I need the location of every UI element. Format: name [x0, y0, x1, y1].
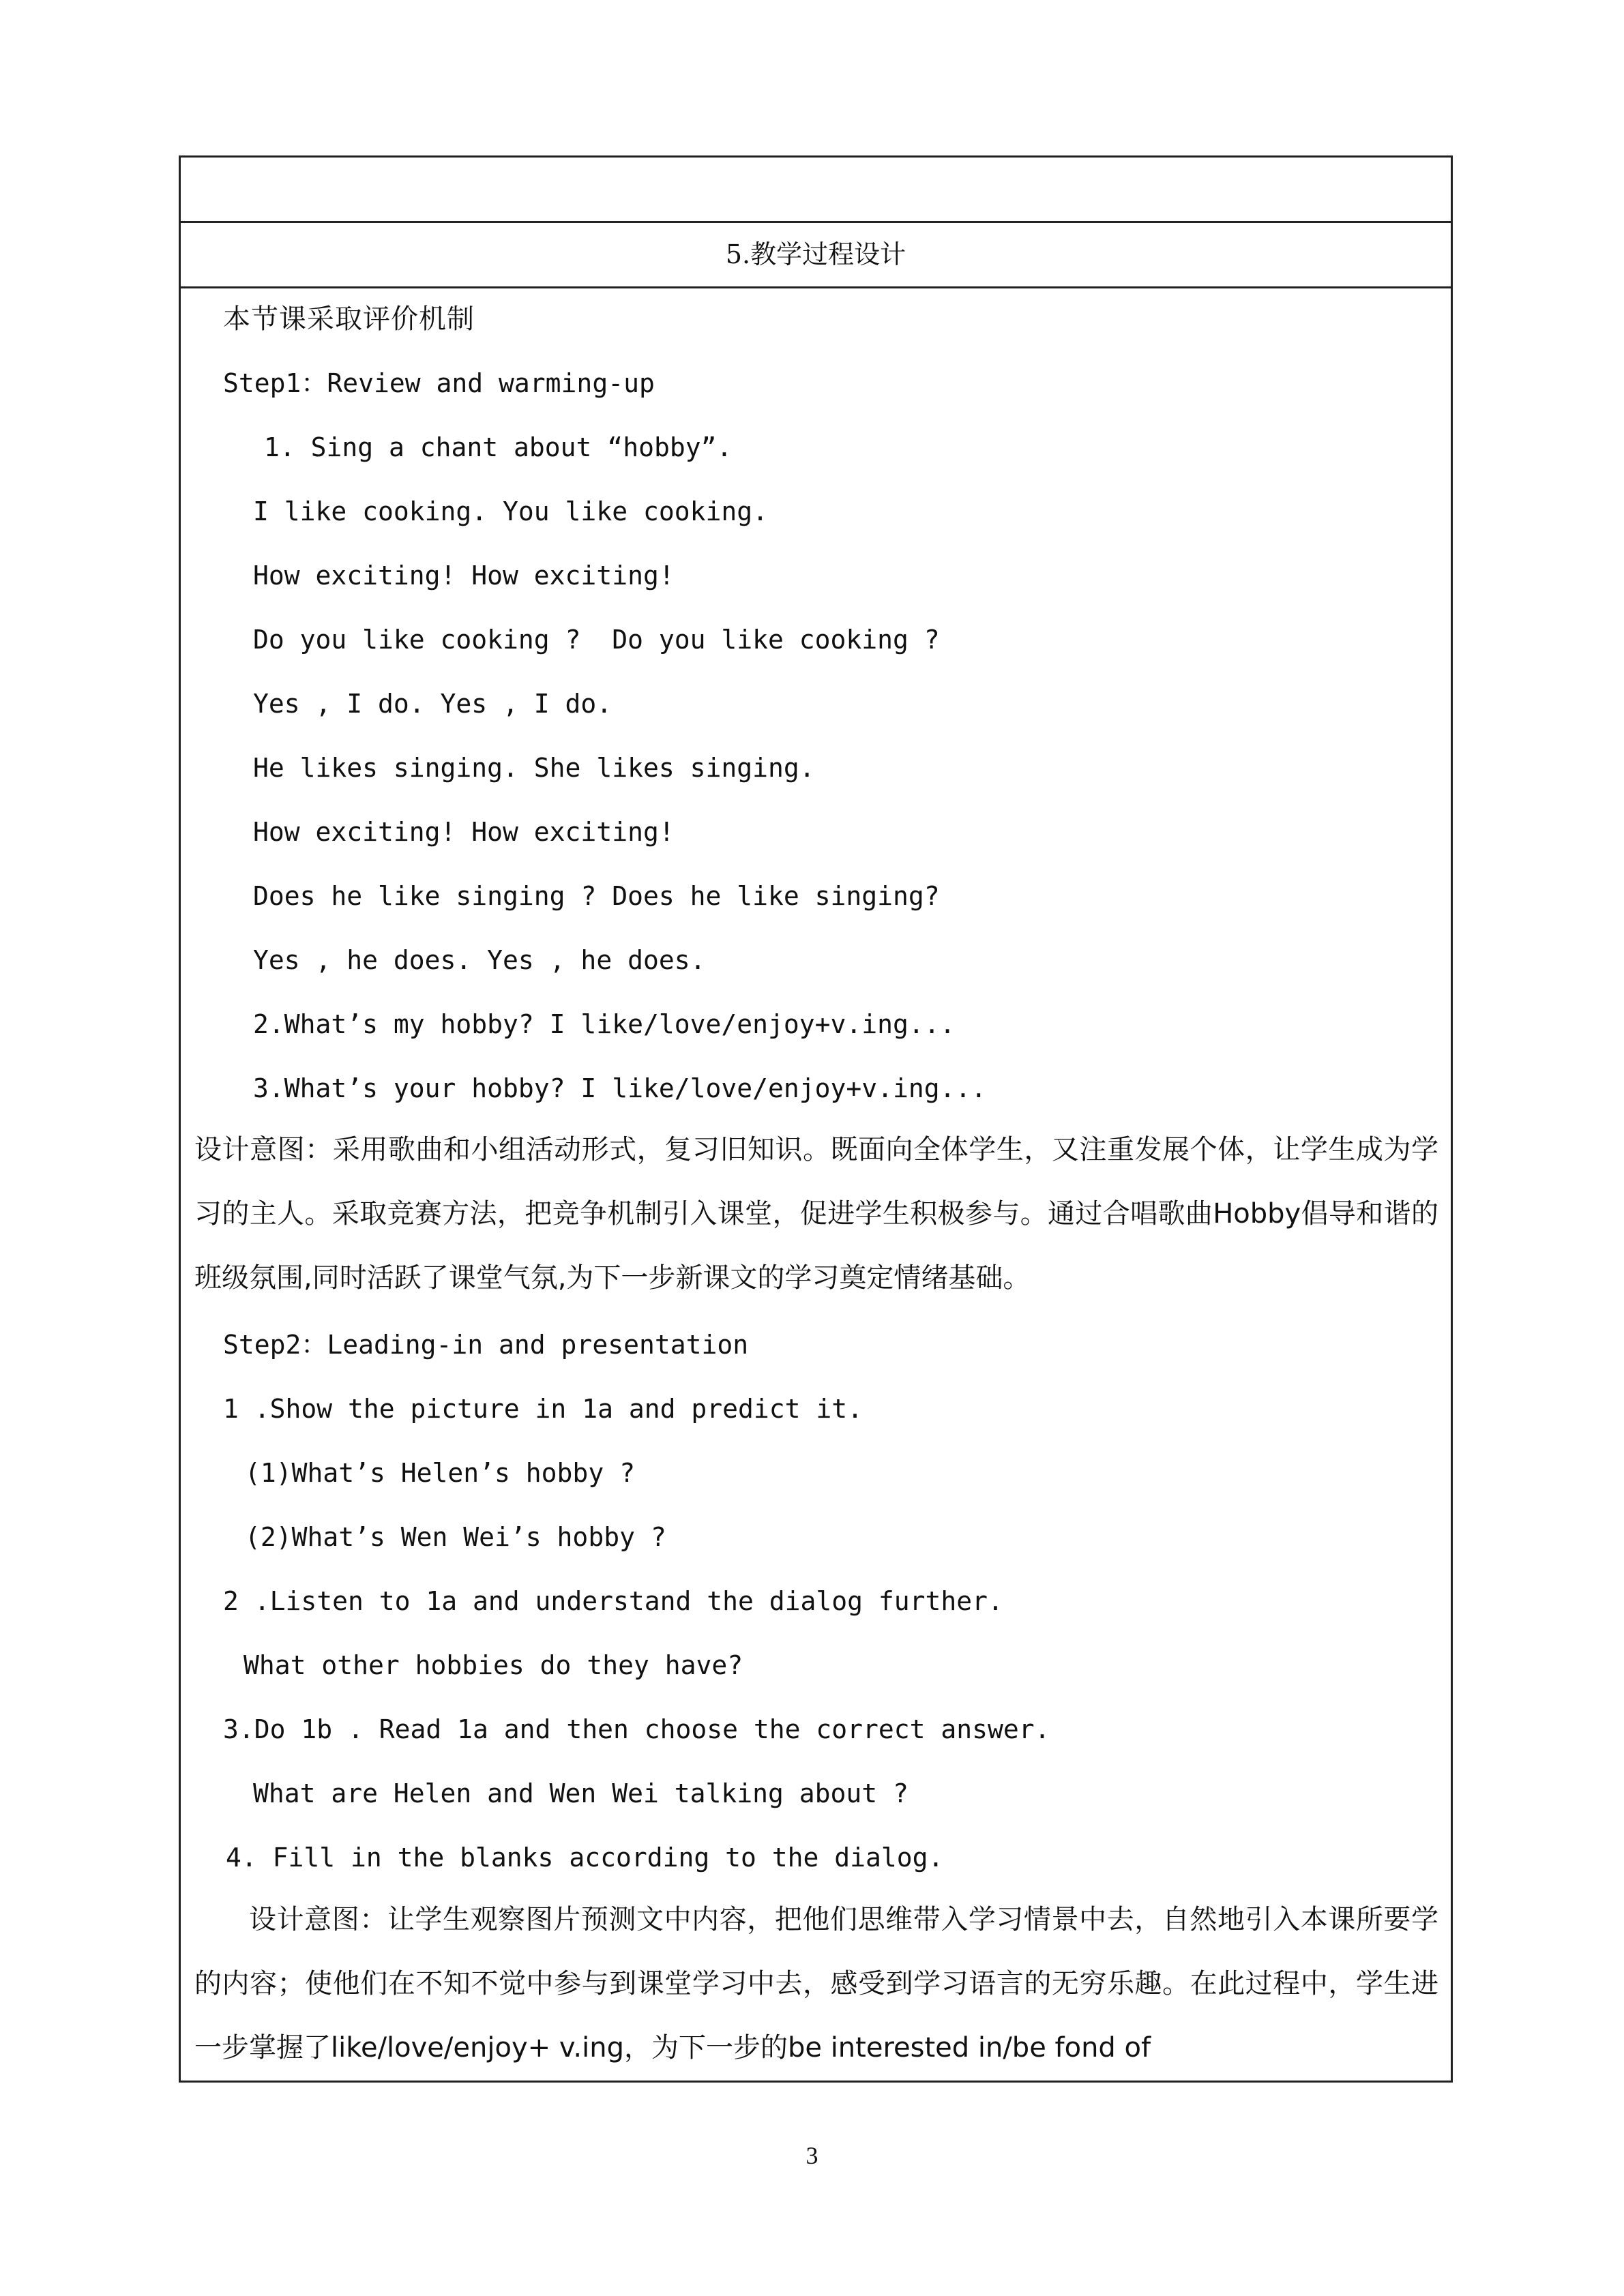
step2-subitem: What other hobbies do they have? [243, 1650, 743, 1680]
step2-subitem: What are Helen and Wen Wei talking about ? [253, 1778, 909, 1808]
chant-line: He likes singing. She likes singing. [253, 753, 815, 783]
design-intent-paragraph: 设计意图：采用歌曲和小组活动形式，复习旧知识。既面向全体学生，又注重发展个体，让学生成为学习的主人。采取竞赛方法，把竞争机制引入课堂，促进学生积极参与。通过合唱歌曲Hobby倡导和谐的班级氛围,同时活跃了课堂气氛,为下一步新课文的学习奠定情绪基础。 [194, 1134, 1438, 1294]
step1-heading: Step1：Review and warming-up [223, 368, 655, 398]
step2-item: 4. Fill in the blanks according to the dialog. [226, 1843, 944, 1873]
chant-line: How exciting! How exciting! [253, 561, 675, 591]
chant-line: Yes , he does. Yes , he does. [253, 945, 706, 975]
step2-subitem: (2)What’s Wen Wei’s hobby ? [245, 1522, 666, 1552]
empty-table-row [181, 158, 1451, 223]
lesson-plan-table [179, 155, 1453, 2083]
section-title: 5.教学过程设计 [181, 223, 1451, 288]
chant-line: I like cooking. You like cooking. [253, 496, 768, 526]
step2-item: 1 .Show the picture in 1a and predict it. [223, 1394, 863, 1424]
chant-line: Do you like cooking ? Do you like cooking ? [253, 625, 940, 655]
step2-item: 2 .Listen to 1a and understand the dialog further. [223, 1586, 1003, 1616]
chant-item: 1. Sing a chant about “hobby”. [264, 432, 733, 462]
activity-item: 3.What’s your hobby? I like/love/enjoy+v.ing... [253, 1073, 987, 1103]
teaching-process-content [181, 288, 1451, 2081]
design-intent-paragraph-2: 设计意图：让学生观察图片预测文中内容，把他们思维带入学习情景中去，自然地引入本课所要学的内容；使他们在不知不觉中参与到课堂学习中去，感受到学习语言的无穷乐趣。在此过程中，学生进一步掌握了like/love/enjoy+ v.ing，为下一步的be interested in/be fond of [194, 1904, 1438, 2063]
step2-item: 3.Do 1b . Read 1a and then choose the correct answer. [223, 1714, 1050, 1744]
chant-line: How exciting! How exciting! [253, 817, 675, 847]
evaluation-note: 本节课采取评价机制 [223, 303, 475, 335]
page-number: 3 [806, 2142, 818, 2169]
chant-line: Yes , I do. Yes , I do. [253, 689, 612, 719]
step2-subitem: (1)What’s Helen’s hobby ? [245, 1458, 635, 1488]
chant-line: Does he like singing ? Does he like singing? [253, 881, 940, 911]
step2-heading: Step2：Leading-in and presentation [223, 1330, 749, 1360]
activity-item: 2.What’s my hobby? I like/love/enjoy+v.ing... [253, 1009, 956, 1039]
